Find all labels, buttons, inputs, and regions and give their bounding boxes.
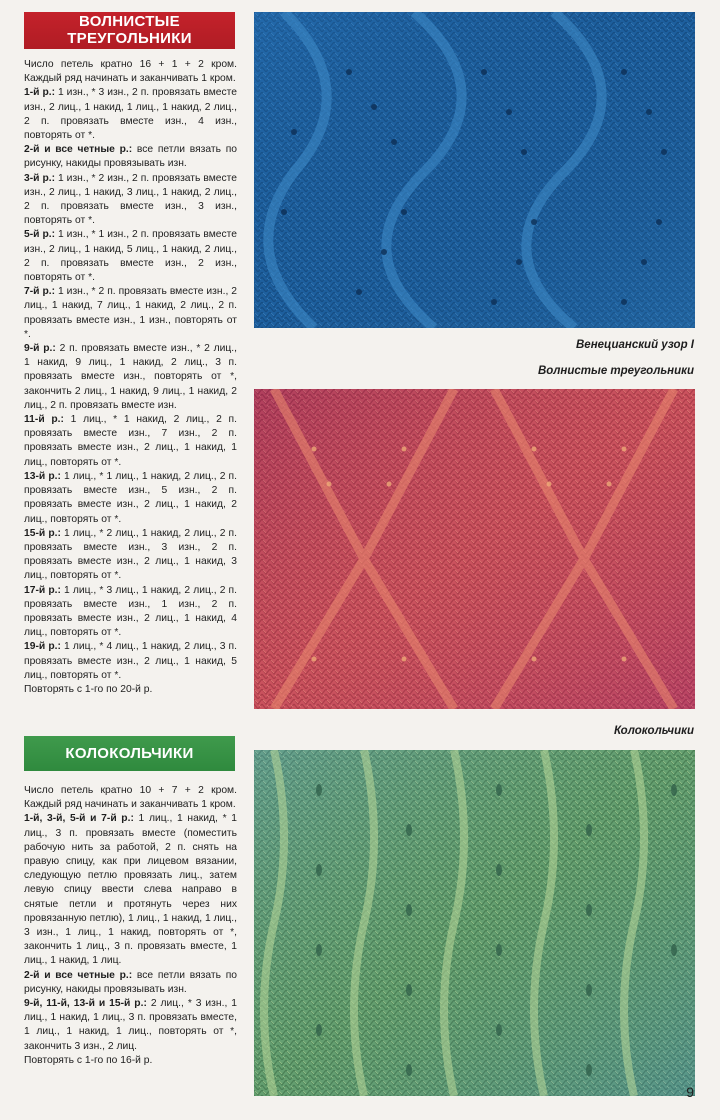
row-instruction: [24, 969, 237, 997]
row-text: 1 лиц., * 2 лиц., 1 накид, 2 лиц., 2 п. провязать вместе изн., 3 изн., 2 п. провязать вместе изн., 2 лиц., 1 накид, 3 лиц., повторять от *.: [24, 527, 237, 582]
photo-caption: Колокольчики: [614, 725, 694, 737]
row-text: 2 п. провязать вместе изн., * 2 лиц., 1 накид, 9 лиц., 1 накид, 2 лиц., 3 п. провязать вместе изн., повторять от *, закончить 2 лиц., 1 накид, 9 лиц., 1 накид, 2 лиц., 2 п. провязать вместе изн.: [24, 343, 237, 411]
row-label: 9-й, 11-й, 13-й и 15-й р.:: [24, 998, 147, 1010]
section-title-bluebells: [24, 736, 235, 771]
row-label: 1-й р.:: [24, 87, 56, 99]
pattern-repeat: Повторять с 1-го по 16-й р.: [24, 1054, 153, 1066]
knit-sample-photo-green: [254, 750, 695, 1096]
row-text: все петли вязать по рисунку, накиды провязывать изн.: [24, 144, 238, 170]
photo-caption: Волнистые треугольники: [537, 365, 694, 377]
row-label: 5-й р.:: [24, 229, 56, 241]
row-text: 1 изн., * 2 п. провязать вместе изн., 2 лиц., 1 накид, 7 лиц., 1 накид, 2 лиц., 2 п. провязать вместе изн., 1 изн., повторять от *.: [24, 286, 237, 340]
row-text: 1 лиц., 1 накид, * 1 лиц., 3 п. провязать вместе (поместить рабочую нить за работой, 2 п. снять на правую спицу, как при лицевом вязании, следующую петлю провязать лиц., затем левую спицу ввести слева направо в снятые петли и протянуть через них провязанную петлю), 1 лиц., 1 накид, 1 лиц., 3 изн., 1 лиц., 1 накид, повторять от *, закончить 1 лиц., 3 п. провязать вместе, 1 лиц., 1 накид, 1 лиц.: [24, 813, 237, 967]
row-label: 1-й, 3-й, 5-й и 7-й р.:: [24, 813, 134, 825]
pattern-intro: Число петель кратно 10 + 7 + 2 кром. Каждый ряд начинать и заканчивать 1 кром.: [24, 785, 237, 811]
row-text: 1 лиц., * 3 лиц., 1 накид, 2 лиц., 2 п. провязать вместе изн., 1 изн., 2 п. провязать вместе изн., 2 лиц., 1 накид, 4 лиц., повторять от *.: [24, 584, 237, 639]
row-instruction: [24, 228, 237, 285]
section-title-line2: ТРЕУГОЛЬНИКИ: [67, 30, 192, 47]
row-text: 1 изн., * 3 изн., 2 п. провязать вместе изн., 2 лиц., 1 накид, 1 лиц., 1 накид, 2 лиц., 2 п. провязать вместе изн., 4 изн., повторять от *.: [24, 87, 237, 142]
pattern-repeat: Повторять с 1-го по 20-й р.: [24, 683, 153, 695]
row-text: 1 изн., * 1 изн., 2 п. провязать вместе изн., 2 лиц., 1 накид, 5 лиц., 1 накид, 2 лиц., 2 п. провязать вместе изн., 2 изн., повторять от *.: [24, 229, 237, 284]
row-label: 2-й и все четные р.:: [24, 969, 133, 981]
knit-sample-photo-blue: [254, 12, 695, 328]
knit-sample-photo-pink: [254, 389, 695, 709]
row-text: 1 изн., * 2 изн., 2 п. провязать вместе изн., 2 лиц., 1 накид, 3 лиц., 1 накид, 2 лиц., 2 п. провязать вместе изн., 3 изн., повторять от *.: [24, 172, 237, 227]
row-instruction: [24, 172, 237, 229]
row-text: 1 лиц., * 1 лиц., 1 накид, 2 лиц., 2 п. провязать вместе изн., 5 изн., 2 п. провязать вместе изн., 2 лиц., 1 накид, 2 лиц., повторять от *.: [24, 470, 237, 525]
row-instruction: [24, 413, 237, 470]
pattern-instructions-wavy-triangles: [24, 58, 237, 697]
row-instruction: [24, 527, 237, 584]
row-text: все петли вязать по рисунку, накиды провязывать изн.: [24, 969, 238, 995]
section-title-line1: ВОЛНИСТЫЕ: [79, 13, 180, 30]
photo-caption: Венецианский узор I: [576, 339, 694, 351]
row-instruction: [24, 285, 237, 342]
row-text: 1 лиц., * 1 накид, 2 лиц., 2 п. провязать вместе изн., 7 изн., 2 п. провязать вместе изн., 2 лиц., 1 накид, 1 лиц., повторять от *.: [24, 414, 237, 468]
row-instruction: [24, 470, 237, 527]
row-label: 15-й р.:: [24, 527, 61, 539]
row-label: 2-й и все четные р.:: [24, 144, 133, 156]
pattern-intro: Число петель кратно 16 + 1 + 2 кром. Каждый ряд начинать и заканчивать 1 кром.: [24, 59, 237, 85]
section-title-wavy-triangles: [24, 12, 235, 49]
section-title: КОЛОКОЛЬЧИКИ: [65, 745, 194, 762]
row-instruction: [24, 342, 237, 413]
row-label: 3-й р.:: [24, 172, 56, 184]
row-label: 13-й р.:: [24, 470, 61, 482]
page-number: 9: [686, 1084, 694, 1100]
row-text: 2 лиц., * 3 изн., 1 лиц., 1 накид, 1 лиц., 3 п. провязать вместе, 1 лиц., 1 накид, 1 лиц., повторять от *, закончить 3 изн., 2 лиц.: [24, 998, 237, 1052]
row-instruction: [24, 584, 237, 641]
row-label: 17-й р.:: [24, 584, 61, 596]
row-instruction: [24, 86, 237, 143]
row-instruction: [24, 143, 237, 171]
row-instruction: [24, 997, 237, 1054]
row-instruction: [24, 812, 237, 968]
row-text: 1 лиц., * 4 лиц., 1 накид, 2 лиц., 3 п. провязать вместе изн., 2 лиц., 1 накид, 5 лиц., повторять от *.: [24, 641, 237, 681]
row-label: 19-й р.:: [24, 641, 61, 653]
row-label: 7-й р.:: [24, 286, 56, 298]
row-label: 11-й р.:: [24, 414, 64, 426]
row-instruction: [24, 640, 237, 683]
row-label: 9-й р.:: [24, 343, 56, 355]
pattern-instructions-bluebells: [24, 784, 237, 1068]
